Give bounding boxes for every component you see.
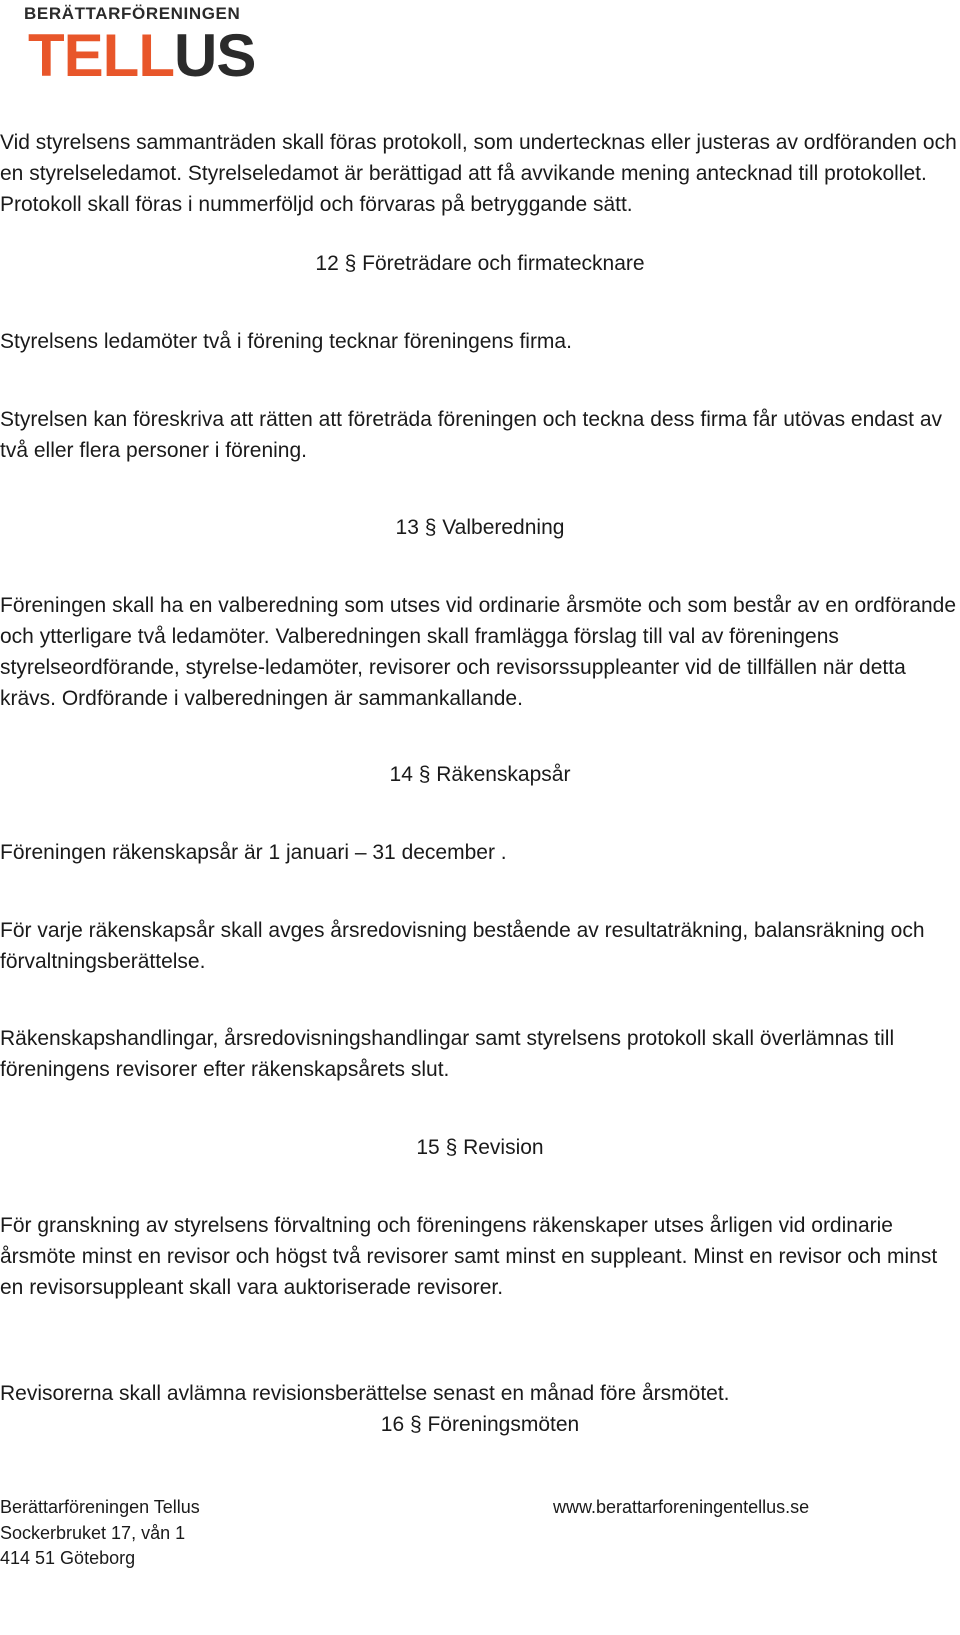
footer-city: 414 51 Göteborg <box>0 1548 136 1568</box>
paragraph-rakenskapsar: Föreningen räkenskapsår är 1 januari – 31 december . <box>0 841 507 864</box>
paragraph-valberedning: Föreningen skall ha en valberedning som utses vid ordinarie årsmöte och som består av en ordförande och ytterligare två ledamöter. Valberedningen skall framlägga förslag till val av föreningens styrelseordförande, styrelse-ledamöter, revisorer och revisorssuppleanter vid de tillfällen när detta krävs. Ordförande i valberedningen är sammankallande. <box>0 594 957 710</box>
paragraph-protokoll: Vid styrelsens sammanträden skall föras protokoll, som undertecknas eller justeras av ordföranden och en styrelseledamot. Styrelseledamot är berättigad att få avvikande mening antecknad till protokollet. Protokoll skall föras i nummerföljd och förvaras på betryggande sätt. <box>0 131 957 216</box>
section-heading-12: 12 § Företrädare och firmatecknare <box>315 252 645 275</box>
paragraph-foretrada: Styrelsen kan föreskriva att rätten att företräda föreningen och teckna dess firma får utövas endast av två eller flera personer i förening. <box>0 408 942 462</box>
paragraph-revisionsberattelse: Revisorerna skall avlämna revisionsberättelse senast en månad före årsmötet. <box>0 1382 730 1405</box>
logo-subtitle: BERÄTTARFÖRENINGEN <box>24 4 241 23</box>
footer-org: Berättarföreningen Tellus <box>0 1497 200 1517</box>
paragraph-arsredovisning: För varje räkenskapsår skall avges årsredovisning bestående av resultaträkning, balansräkning och förvaltningsberättelse. <box>0 919 925 973</box>
paragraph-firmatecknare: Styrelsens ledamöter två i förening tecknar föreningens firma. <box>0 330 572 353</box>
footer-website-link[interactable]: www.berattarforeningentellus.se <box>553 1497 810 1517</box>
section-heading-15: 15 § Revision <box>416 1136 544 1159</box>
logo-wordmark-orange: TELL <box>28 22 174 89</box>
section-heading-16: 16 § Föreningsmöten <box>380 1413 580 1436</box>
paragraph-rakenskapshandlingar: Räkenskapshandlingar, årsredovisningshandlingar samt styrelsens protokoll skall överlämnas till föreningens revisorer efter räkenskapsårets slut. <box>0 1027 895 1081</box>
section-heading-13: 13 § Valberedning <box>395 516 565 539</box>
paragraph-granskning: För granskning av styrelsens förvaltning och föreningens räkenskaper utses årligen vid ordinarie årsmöte minst en revisor och högst två revisorer samt minst en suppleant. Minst en revisor och minst en revisorsuppleant skall vara auktoriserade revisorer. <box>0 1214 938 1299</box>
section-heading-14: 14 § Räkenskapsår <box>389 763 571 786</box>
logo-wordmark-dark: US <box>173 22 256 89</box>
logo-wordmark <box>28 22 256 89</box>
footer-street: Sockerbruket 17, vån 1 <box>0 1523 186 1543</box>
